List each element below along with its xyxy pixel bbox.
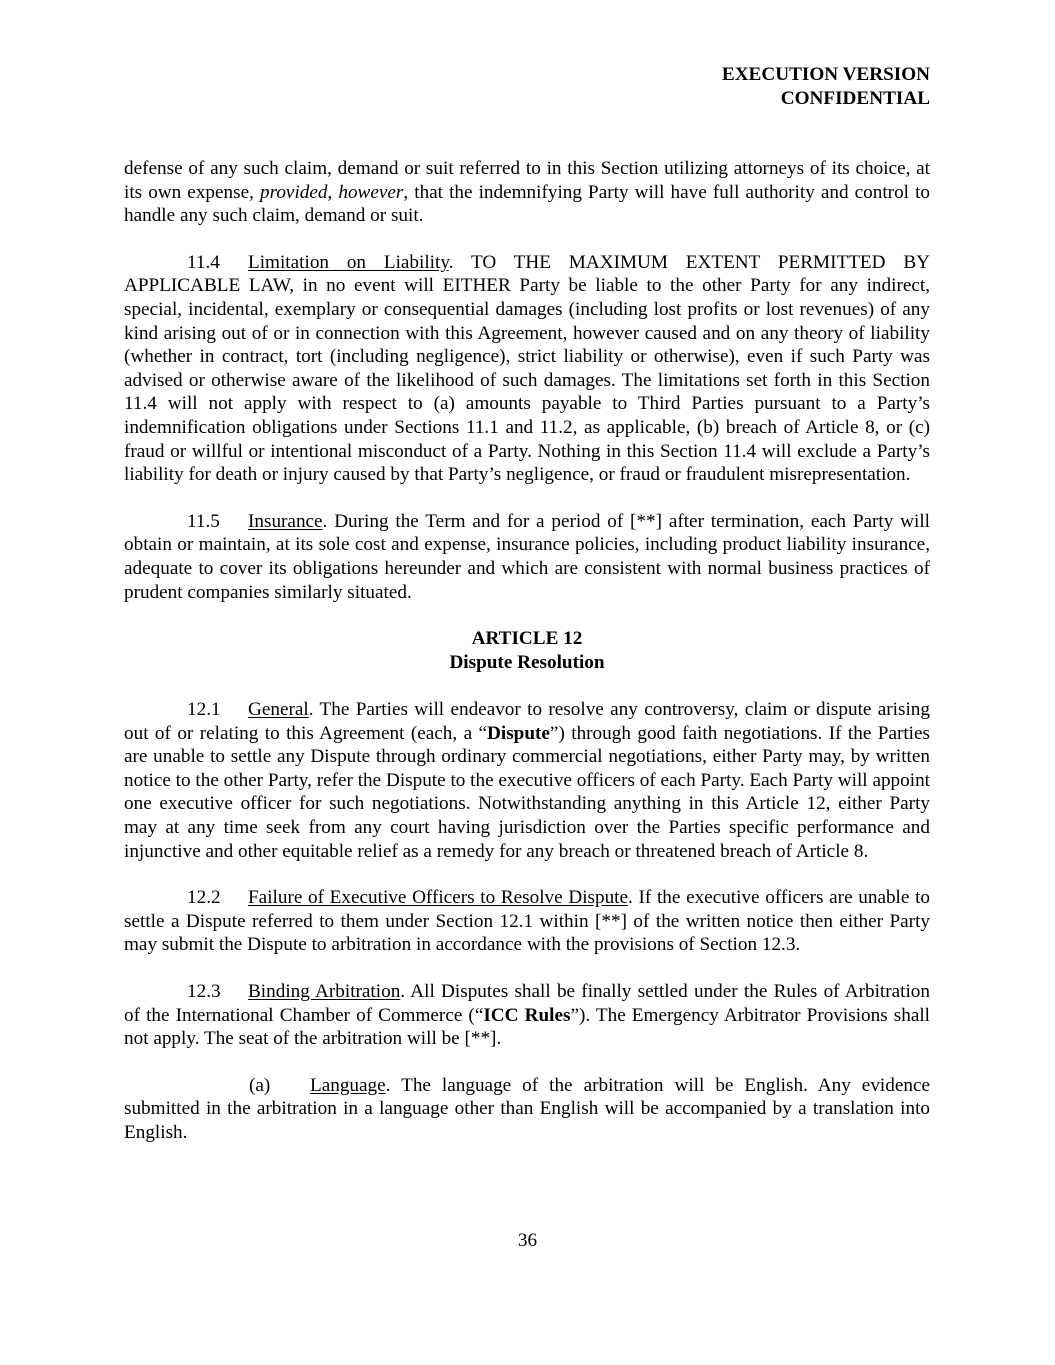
section-number: 12.1 <box>187 699 221 721</box>
section-11-5 <box>124 510 930 604</box>
section-heading: Binding Arbitration <box>248 981 401 1003</box>
section-heading: Insurance <box>248 510 323 532</box>
article-subtitle: Dispute Resolution <box>449 652 605 674</box>
section-number: 11.4 <box>187 251 220 273</box>
document-body <box>124 157 930 1145</box>
page-number: 36 <box>517 1230 538 1251</box>
section-number: 11.5 <box>187 510 220 532</box>
section-number: 12.3 <box>187 981 221 1003</box>
article-heading <box>124 627 930 675</box>
emphasis-however: however <box>338 181 404 203</box>
intro-paragraph: defense of any such claim, demand or suit referred to in this Section utilizing attorneys of its choice, at its own expense, provided, however, that the indemnifying Party will have full authority and control to handle any such claim, demand or suit. <box>124 158 930 227</box>
section-number: (a) <box>249 1074 271 1096</box>
section-12-2 <box>124 886 930 957</box>
section-text: . TO THE MAXIMUM EXTENT PERMITTED BY APPLICABLE LAW, in no event will EITHER Party be liable to the other Party for any indirect, special, incidental, exemplary or consequential damages (including lost profits or lost revenues) of any kind arising out of or in connection with this Agreement, however caused and on any theory of liability (whether in contract, tort (including negligence), strict liability or otherwise), even if such Party was advised or otherwise aware of the likelihood of such damages. The limitations set forth in this Section 11.4 will not apply with respect to (a) amounts payable to Third Parties pursuant to a Party’s indemnification obligations under Sections 11.1 and 11.2, as applicable, (b) breach of Article 8, or (c) fraud or willful or intentional misconduct of a Party. Nothing in this Section 11.4 will exclude a Party’s liability for death or injury caused by that Party’s negligence, or fraud or fraudulent misrepresentation. <box>124 251 930 486</box>
section-text: . During the Term and for a period of [**] after termination, each Party will obtain or maintain, at its sole cost and expense, insurance policies, including product liability insurance, adequate to cover its obligations hereunder and which are consistent with normal business practices of prudent companies similarly situated. <box>124 510 930 603</box>
section-12-1: 12.1 General. The Parties will endeavor to resolve any controversy, claim or dispute arising out of or relating to this Agreement (each, a “Dispute”) through good faith negotiations. If the Parties are unable to settle any Dispute through ordinary commercial negotiations, either Party may, by written notice to the other Party, refer the Dispute to the executive officers of each Party. Each Party will appoint one executive officer for such negotiations. Notwithstanding anything in this Article 12, either Party may at any time seek from any court having jurisdiction over the Parties specific performance and injunctive and other equitable relief as a remedy for any breach or threatened breach of Article 8. <box>124 699 930 862</box>
header-confidential: CONFIDENTIAL <box>780 88 930 109</box>
section-number: 12.2 <box>187 887 221 909</box>
article-title: ARTICLE 12 <box>471 628 583 650</box>
defined-term-icc-rules: ICC Rules <box>483 1004 571 1026</box>
section-heading: Limitation on Liability <box>248 251 449 273</box>
section-12-3-a <box>124 1074 930 1145</box>
section-12-3: 12.3 Binding Arbitration. All Disputes shall be finally settled under the Rules of Arbitration of the International Chamber of Commerce (“ICC Rules”). The Emergency Arbitrator Provisions shall not apply. The seat of the arbitration will be [**]. <box>124 981 930 1050</box>
header <box>722 63 930 111</box>
section-text: . If the executive officers are unable to settle a Dispute referred to them under Section 12.1 within [**] of the written notice then either Party may submit the Dispute to arbitration in accordance with the provisions of Section 12.3. <box>124 887 931 956</box>
section-heading: General <box>248 699 309 721</box>
section-11-4 <box>124 251 930 487</box>
section-heading: Language <box>310 1074 386 1096</box>
defined-term-dispute: Dispute <box>487 722 550 744</box>
header-version: EXECUTION VERSION <box>721 64 930 85</box>
emphasis-provided: provided <box>259 181 328 203</box>
section-heading: Failure of Executive Officers to Resolve Dispute <box>248 887 629 909</box>
section-text: . The language of the arbitration will be English. Any evidence submitted in the arbitration in a language other than English will be accompanied by a translation into English. <box>124 1074 930 1143</box>
